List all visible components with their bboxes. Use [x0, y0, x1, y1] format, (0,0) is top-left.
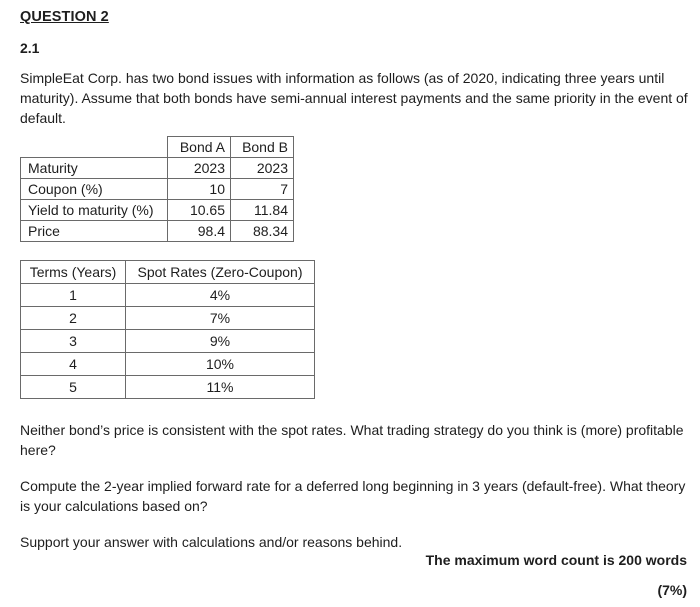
row-label: Price [21, 221, 168, 242]
row-label: Maturity [21, 158, 168, 179]
table-row [21, 221, 294, 242]
spot-table-header [21, 261, 315, 284]
term-value: 2 [21, 307, 126, 330]
spot-rates-header: Spot Rates (Zero-Coupon) [126, 261, 315, 284]
bond-a-value: 98.4 [168, 221, 231, 242]
term-value: 5 [21, 376, 126, 399]
question-trading-strategy: Neither bond’s price is consistent with the spot rates. What trading strategy do you think is (more) profitable here? [20, 422, 684, 458]
table-row [21, 179, 294, 200]
marks-weight: (7%) [657, 582, 687, 598]
table-row [21, 200, 294, 221]
instruction-support: Support your answer with calculations and/or reasons behind. [20, 534, 403, 550]
term-value: 4 [21, 353, 126, 376]
term-value: 3 [21, 330, 126, 353]
bond-a-value: 2023 [168, 158, 231, 179]
table-row [21, 376, 315, 399]
term-value: 1 [21, 284, 126, 307]
row-label: Yield to maturity (%) [21, 200, 168, 221]
bond-a-header: Bond A [168, 137, 231, 158]
spot-rate-value: 10% [126, 353, 315, 376]
bond-b-header: Bond B [231, 137, 294, 158]
table-row [21, 353, 315, 376]
bond-b-value: 88.34 [231, 221, 294, 242]
bond-a-value: 10.65 [168, 200, 231, 221]
row-label: Coupon (%) [21, 179, 168, 200]
question-forward-rate: Compute the 2-year implied forward rate for a deferred long beginning in 3 years (default-free). What theory is your calculations based on? [20, 478, 686, 514]
intro-paragraph: SimpleEat Corp. has two bond issues with information as follows (as of 2020, indicating three years until maturity). Assume that both bonds have semi-annual interest payments and the same priority in the event of default. [20, 70, 688, 126]
bond-b-value: 7 [231, 179, 294, 200]
word-count-note: The maximum word count is 200 words [425, 552, 687, 568]
bond-b-value: 11.84 [231, 200, 294, 221]
bond-table-header [21, 137, 294, 158]
section-number: 2.1 [20, 40, 40, 56]
spot-rate-value: 11% [126, 376, 315, 399]
bond-table [20, 136, 294, 242]
table-row [21, 284, 315, 307]
table-row [21, 307, 315, 330]
spot-rate-value: 7% [126, 307, 315, 330]
terms-header: Terms (Years) [21, 261, 126, 284]
bond-table-corner [21, 137, 168, 158]
spot-rate-value: 4% [126, 284, 315, 307]
spot-rate-value: 9% [126, 330, 315, 353]
bond-b-value: 2023 [231, 158, 294, 179]
table-row [21, 158, 294, 179]
table-row [21, 330, 315, 353]
bond-a-value: 10 [168, 179, 231, 200]
question-heading: QUESTION 2 [20, 9, 109, 25]
spot-rate-table [20, 260, 315, 399]
